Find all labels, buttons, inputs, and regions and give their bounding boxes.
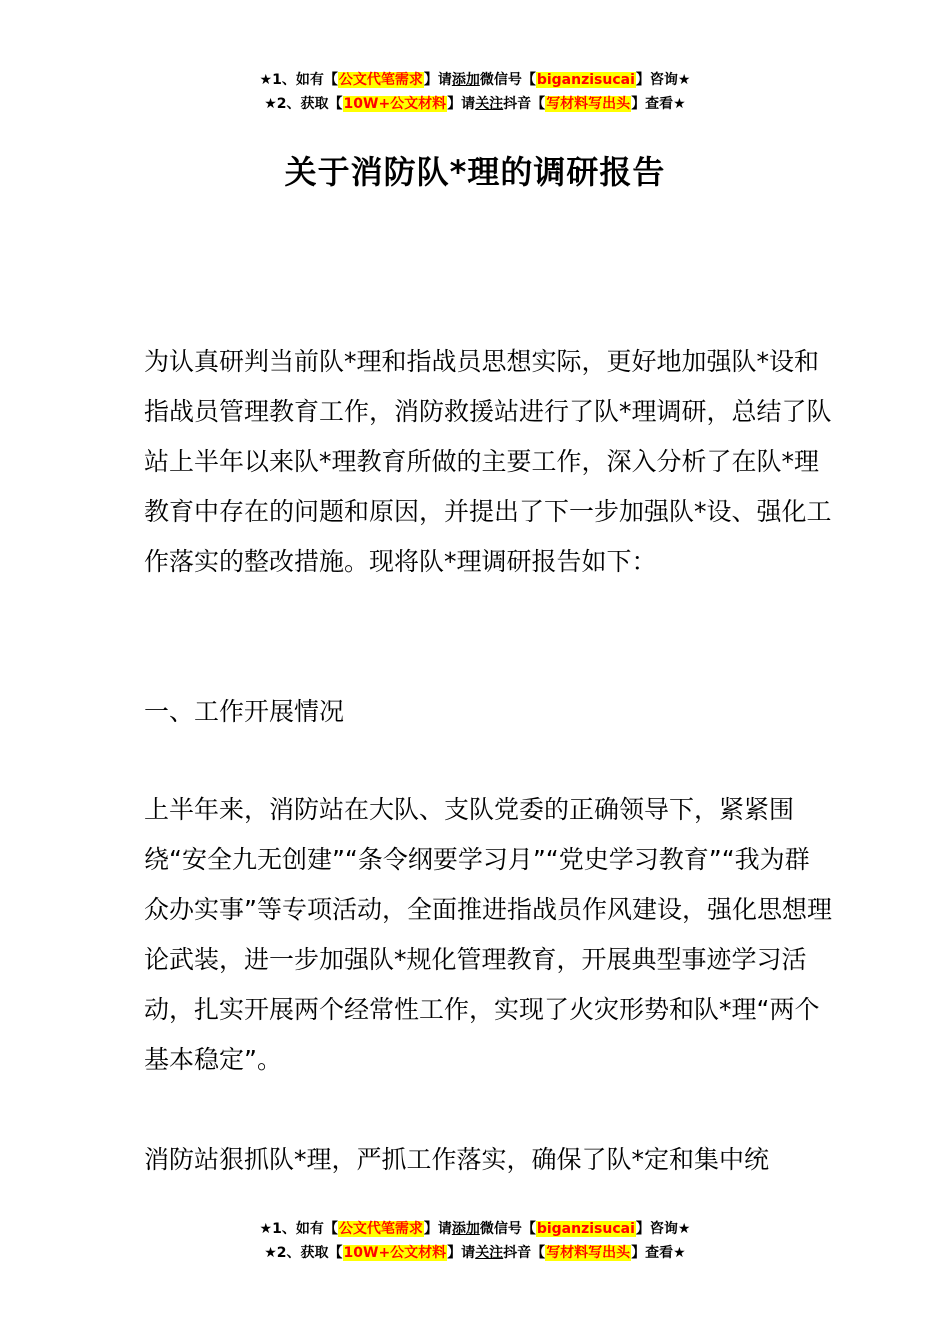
highlight-materials: 10W+公文材料 bbox=[343, 96, 447, 112]
highlight-wechat-id: biganzisucai bbox=[536, 72, 635, 88]
highlight-douyin-id: 写材料写出头 bbox=[546, 96, 631, 112]
continued-paragraph: 消防站狠抓队*理，严抓工作落实，确保了队*定和集中统 bbox=[144, 1145, 770, 1174]
intro-paragraph: 为认真研判当前队*理和指战员思想实际，更好地加强队*设和指战员管理教育工作，消防救援站进行了队*理调研，总结了队站上半年以来队*理教育所做的主要工作，深入分析了在队*理教育中存在的问题和原因，并提出了下一步加强队*设、强化工作落实的整改措施。现将队*理调研报告如下： bbox=[144, 347, 832, 576]
header-banner bbox=[0, 68, 950, 116]
footer-banner-line-1: ★1、如有【公文代笔需求】请添加微信号【biganzisucai】咨询★ bbox=[259, 1221, 691, 1237]
footer-banner bbox=[0, 1217, 950, 1265]
footer-banner-line-2: ★2、获取【10W+公文材料】请关注抖音【写材料写出头】查看★ bbox=[264, 1245, 686, 1261]
footer-highlight-materials: 10W+公文材料 bbox=[343, 1245, 447, 1261]
banner-line-2: ★2、获取【10W+公文材料】请关注抖音【写材料写出头】查看★ bbox=[264, 96, 686, 112]
banner-line-1: ★1、如有【公文代笔需求】请添加微信号【biganzisucai】咨询★ bbox=[259, 72, 691, 88]
highlight-service: 公文代笔需求 bbox=[338, 72, 423, 88]
section-heading: 一、工作开展情况 bbox=[144, 697, 345, 726]
footer-highlight-service: 公文代笔需求 bbox=[338, 1221, 423, 1237]
footer-highlight-wechat-id: biganzisucai bbox=[536, 1221, 635, 1237]
footer-highlight-douyin-id: 写材料写出头 bbox=[546, 1245, 631, 1261]
work-overview-paragraph: 上半年来，消防站在大队、支队党委的正确领导下，紧紧围绕“安全九无创建”“条令纲要学习月”“党史学习教育”“我为群众办实事”等专项活动，全面推进指战员作风建设，强化思想理论武装，进一步加强队*规化管理教育，开展典型事迹学习活动，扎实开展两个经常性工作，实现了火灾形势和队*理“两个基本稳定”。 bbox=[144, 795, 832, 1074]
document-title: 关于消防队*理的调研报告 bbox=[284, 153, 666, 191]
